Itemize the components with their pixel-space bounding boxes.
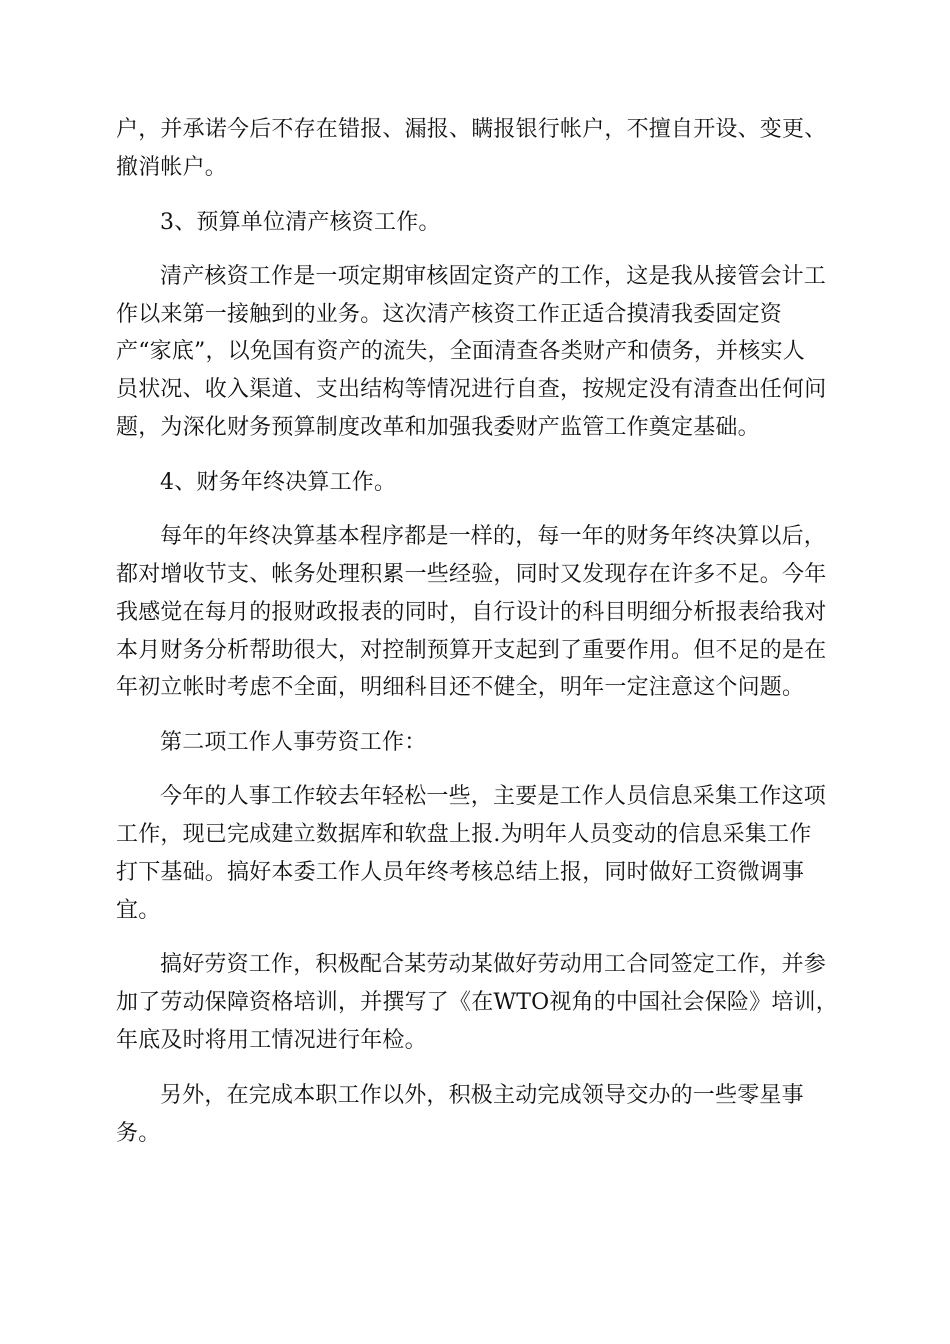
text-line: 产“家底”，以免国有资产的流失，全面清查各类财产和债务，并核实人 xyxy=(116,339,805,364)
section-heading: 4、财务年终决算工作。 xyxy=(160,470,397,495)
text-line: 另外，在完成本职工作以外，积极主动完成领导交办的一些零星事 xyxy=(160,1083,804,1108)
text-line: 工作，现已完成建立数据库和软盘上报.为明年人员变动的信息采集工作 xyxy=(116,822,812,847)
section-heading: 第二项工作人事劳资工作： xyxy=(160,730,427,755)
text-line: 题，为深化财务预算制度改革和加强我委财产监管工作奠定基础。 xyxy=(116,415,760,440)
text-line: 今年的人事工作较去年轻松一些，主要是工作人员信息采集工作这项 xyxy=(160,784,827,809)
text-line: 都对增收节支、帐务处理积累一些经验，同时又发现存在许多不足。今年 xyxy=(116,562,827,587)
text-line: 作以来第一接触到的业务。这次清产核资工作正适合摸清我委固定资 xyxy=(116,302,783,327)
section-heading: 3、预算单位清产核资工作。 xyxy=(160,210,441,235)
text-line: 宜。 xyxy=(116,898,161,923)
text-line: 务。 xyxy=(116,1121,161,1146)
text-line: 加了劳动保障资格培训，并撰写了《在WTO视角的中国社会保险》培训， xyxy=(116,990,838,1015)
text-line: 打下基础。搞好本委工作人员年终考核总结上报，同时做好工资微调事 xyxy=(116,860,805,885)
text-line: 我感觉在每月的报财政报表的同时，自行设计的科目明细分析报表给我对 xyxy=(116,600,827,625)
text-line: 清产核资工作是一项定期审核固定资产的工作，这是我从接管会计工 xyxy=(160,264,827,289)
text-line: 本月财务分析帮助很大，对控制预算开支起到了重要作用。但不足的是在 xyxy=(116,638,827,663)
text-line: 每年的年终决算基本程序都是一样的，每一年的财务年终决算以后， xyxy=(160,524,827,549)
text-line: 搞好劳资工作，积极配合某劳动某做好劳动用工合同签定工作，并参 xyxy=(160,952,827,977)
text-line: 年底及时将用工情况进行年检。 xyxy=(116,1028,427,1053)
text-line: 撤消帐户。 xyxy=(116,155,228,180)
text-line: 员状况、收入渠道、支出结构等情况进行自查，按规定没有清查出任何问 xyxy=(116,377,827,402)
text-line: 户，并承诺今后不存在错报、漏报、瞒报银行帐户，不擅自开设、变更、 xyxy=(116,117,827,142)
text-line: 年初立帐时考虑不全面，明细科目还不健全，明年一定注意这个问题。 xyxy=(116,675,805,700)
